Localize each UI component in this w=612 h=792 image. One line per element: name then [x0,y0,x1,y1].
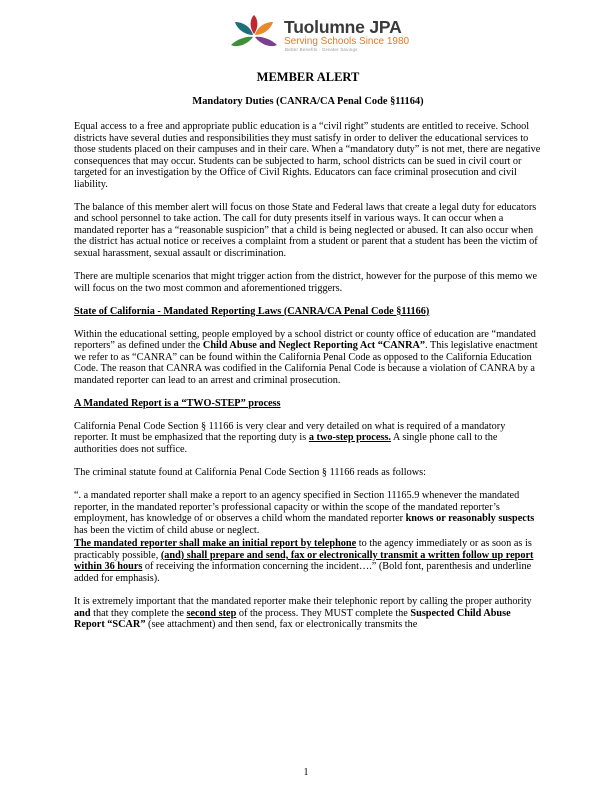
logo-petals-icon [228,14,280,54]
quote-text-end: has been the victim of child abuse or neglect. [74,524,260,536]
scar-text-mid2: of the process. They MUST complete the [236,607,411,619]
scar-text-end: (see attachment) and then send, fax or electronically transmits the [145,619,418,631]
tuolumne-jpa-logo [228,14,410,56]
two-step-emphasis: a two-step process. [308,432,391,444]
quote-text-2: to the agency immediately or as soon as is practicably possible, [74,538,532,561]
statute-quote-paragraph-2 [74,538,542,584]
two-step-text-end: A single phone call to the authorities does not suffice. [74,432,498,456]
quote-text-3: of receiving the information concerning the incident….” [142,561,377,573]
quote-written-report-emphasis: (and) shall prepare and send, fax or electronically transmit a written follow up report within 36 hours [74,549,534,573]
page-number: 1 [303,767,309,778]
scar-text: It is extremely important that the mandated reporter make their telephonic report by calling the proper authority [74,596,532,607]
canra-text: Within the educational setting, people employed by a school district or county office of education are “mandated reporters” as defined under the [74,328,536,352]
intro-paragraph: Equal access to a free and appropriate public education is a “civil right” students are entitled to receive. School districts have several duties and responsibilities they must satisfy in order to deliver the educational services to those students placed on their campuses and in their care. When a “mandatory duty” is not met, there are negative consequences that may occur. Students can be subjected to harm, school districts can be sued in civil court or targeted for an investigation by the Office of Civil Rights. Educators can face criminal prosecution and civil liability. [74,121,541,190]
two-step-text: California Penal Code Section § 11166 is very clear and very detailed on what is required of a mandatory reporter. It must be emphasized that the reporting duty is [74,420,506,444]
section-heading-mandated-reporting: State of California - Mandated Reporting Laws (CANRA/CA Penal Code §11166) [74,305,430,317]
scenarios-paragraph: There are multiple scenarios that might trigger action from the district, however for the purpose of this memo we will focus on the two most common and aforementioned triggers. [74,271,538,294]
scar-and: and [74,607,91,619]
scar-paragraph [74,596,542,631]
scar-form-name: Suspected Child Abuse Report “SCAR” [74,607,511,631]
canra-act-name: Child Abuse and Neglect Reporting Act “CANRA” [202,340,426,352]
section-heading-two-step: A Mandated Report is a “TWO-STEP” process [74,397,281,409]
scar-second-step: second step [186,607,237,619]
logo-name: Tuolumne JPA [284,17,402,37]
quote-text: “. a mandated reporter shall make a report to an agency specified in Section 11165.9 whenever the mandated reporter, in the mandated reporter’s professional capacity or within the scope of the mandated reporter’s employment, has knowledge of or observes a child whom the mandated reporter [74,490,520,525]
statute-intro-paragraph: The criminal statute found at California Penal Code Section § 11166 reads as follows: [74,467,426,479]
scar-text-mid: that they complete the [90,607,187,619]
logo-subline: Better Benefits · Greater Savings [285,47,358,52]
canra-text-end: . This legislative enactment we refer to as “CANRA” can be found within the California Penal Code as opposed to the California Education Code. The reason that CANRA was codified in the California Penal Code is because a violation of CANRA by a mandated reporter can lead to an arrest and criminal prosecution. [74,340,538,386]
page-subtitle: Mandatory Duties (CANRA/CA Penal Code §11164) [192,96,424,107]
document-body [74,70,542,631]
quote-telephone-emphasis: The mandated reporter shall make an initial report by telephone [74,538,357,550]
quote-emphasis: knows or reasonably suspects [405,513,535,525]
page-title: MEMBER ALERT [256,70,360,84]
logo-tagline: Serving Schools Since 1980 [284,36,410,47]
statute-quote-paragraph-1 [74,490,542,536]
two-step-paragraph [74,421,542,456]
canra-paragraph [74,329,542,387]
emphasis-note: (Bold font, parenthesis and underline added for emphasis). [74,561,532,584]
balance-paragraph: The balance of this member alert will focus on those State and Federal laws that create a legal duty for educators and school personnel to take action. The call for duty presents itself in various ways. It can occur when a mandated reporter has a “reasonable suspicion” that a child is being neglected or abused. It can also occur when the district has actual notice or receives a complaint from a student or parent that a student has been the victim of sexual harassment, sexual assault or discrimination. [74,201,538,259]
